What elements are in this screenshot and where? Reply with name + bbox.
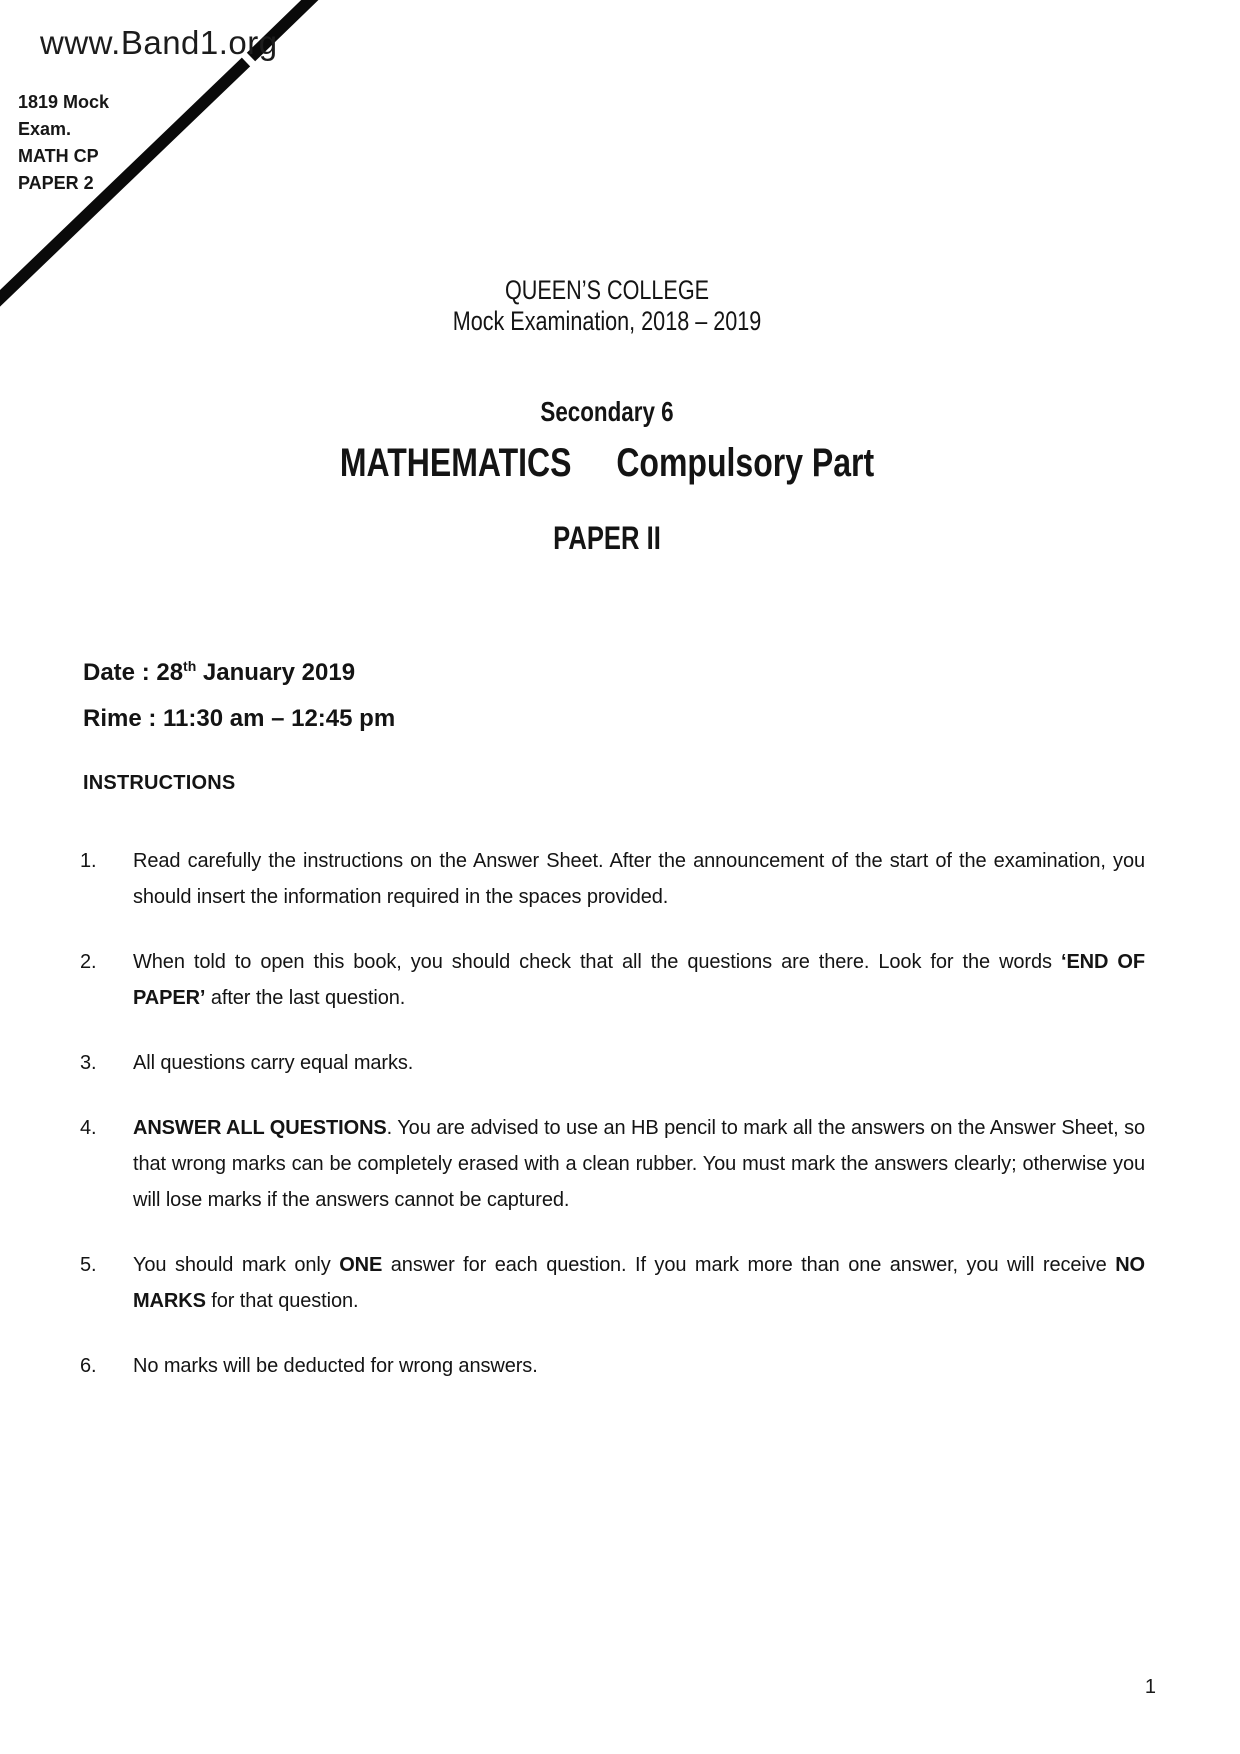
level-heading: Secondary 6 — [540, 396, 674, 427]
item-text: . You are advised to use an HB pencil to mark all the answers on the Answer Sheet, so that wrong marks can be completely erased with a clean rubber. You must mark the answers clearly; otherwise you will lose marks if the answers cannot be captured. — [133, 1117, 1145, 1211]
instructions-list — [80, 843, 1145, 1413]
exam-id-line: MATH CP — [18, 146, 99, 166]
instruction-item — [80, 1348, 1145, 1384]
item-text: for that question. — [205, 1290, 359, 1312]
item-text: You should mark only — [133, 1254, 340, 1276]
subject-heading — [121, 441, 1092, 486]
date-line: Date : 28th January 2019 — [83, 658, 356, 686]
subject-part: Compulsory Part — [616, 441, 875, 485]
time-line: Rime : 11:30 am – 12:45 pm — [83, 705, 396, 732]
instruction-item — [80, 944, 1145, 1016]
item-text-bold: ONE — [339, 1254, 383, 1276]
instruction-item — [80, 1110, 1145, 1218]
item-number: 2. — [80, 951, 97, 973]
subject-name: MATHEMATICS — [339, 441, 572, 485]
item-text-bold: ANSWER ALL QUESTIONS — [133, 1117, 387, 1139]
item-number: 6. — [80, 1355, 97, 1377]
exam-id-line: Exam. — [18, 119, 72, 139]
paper-heading: PAPER II — [553, 520, 661, 556]
instruction-item — [80, 1045, 1145, 1081]
item-number: 1. — [80, 850, 97, 872]
page-number: 1 — [1144, 1676, 1156, 1698]
exam-id-line: 1819 Mock — [18, 92, 110, 112]
item-number: 3. — [80, 1052, 97, 1074]
school-header — [121, 275, 1092, 337]
item-text: No marks will be deducted for wrong answers. — [133, 1355, 538, 1377]
item-text-bold: NO MARKS — [133, 1254, 1145, 1312]
item-text: All questions carry equal marks. — [133, 1052, 414, 1074]
item-number: 5. — [80, 1254, 97, 1276]
date-time-block — [83, 650, 395, 742]
website-watermark: www.Band1.org — [40, 24, 278, 61]
item-text: after the last question. — [205, 987, 406, 1009]
item-number: 4. — [80, 1117, 97, 1139]
item-text: Read carefully the instructions on the Answer Sheet. After the announcement of the start of the examination, you should insert the information required in the spaces provided. — [133, 850, 1145, 908]
exam-id-block — [18, 89, 109, 197]
instruction-item — [80, 1247, 1145, 1319]
exam-id-line: PAPER 2 — [18, 173, 94, 193]
item-text: answer for each question. If you mark more than one answer, you will receive — [382, 1254, 1116, 1276]
school-name: QUEEN’S COLLEGE — [504, 275, 710, 305]
item-text-bold: ‘END OF PAPER’ — [133, 951, 1146, 1009]
ordinal-superscript: th — [183, 658, 197, 674]
item-text: When told to open this book, you should check that all the questions are there. Look for the words — [133, 951, 1061, 973]
exam-session: Mock Examination, 2018 – 2019 — [452, 306, 762, 336]
instruction-item — [80, 843, 1145, 915]
instructions-heading: INSTRUCTIONS — [83, 772, 236, 794]
